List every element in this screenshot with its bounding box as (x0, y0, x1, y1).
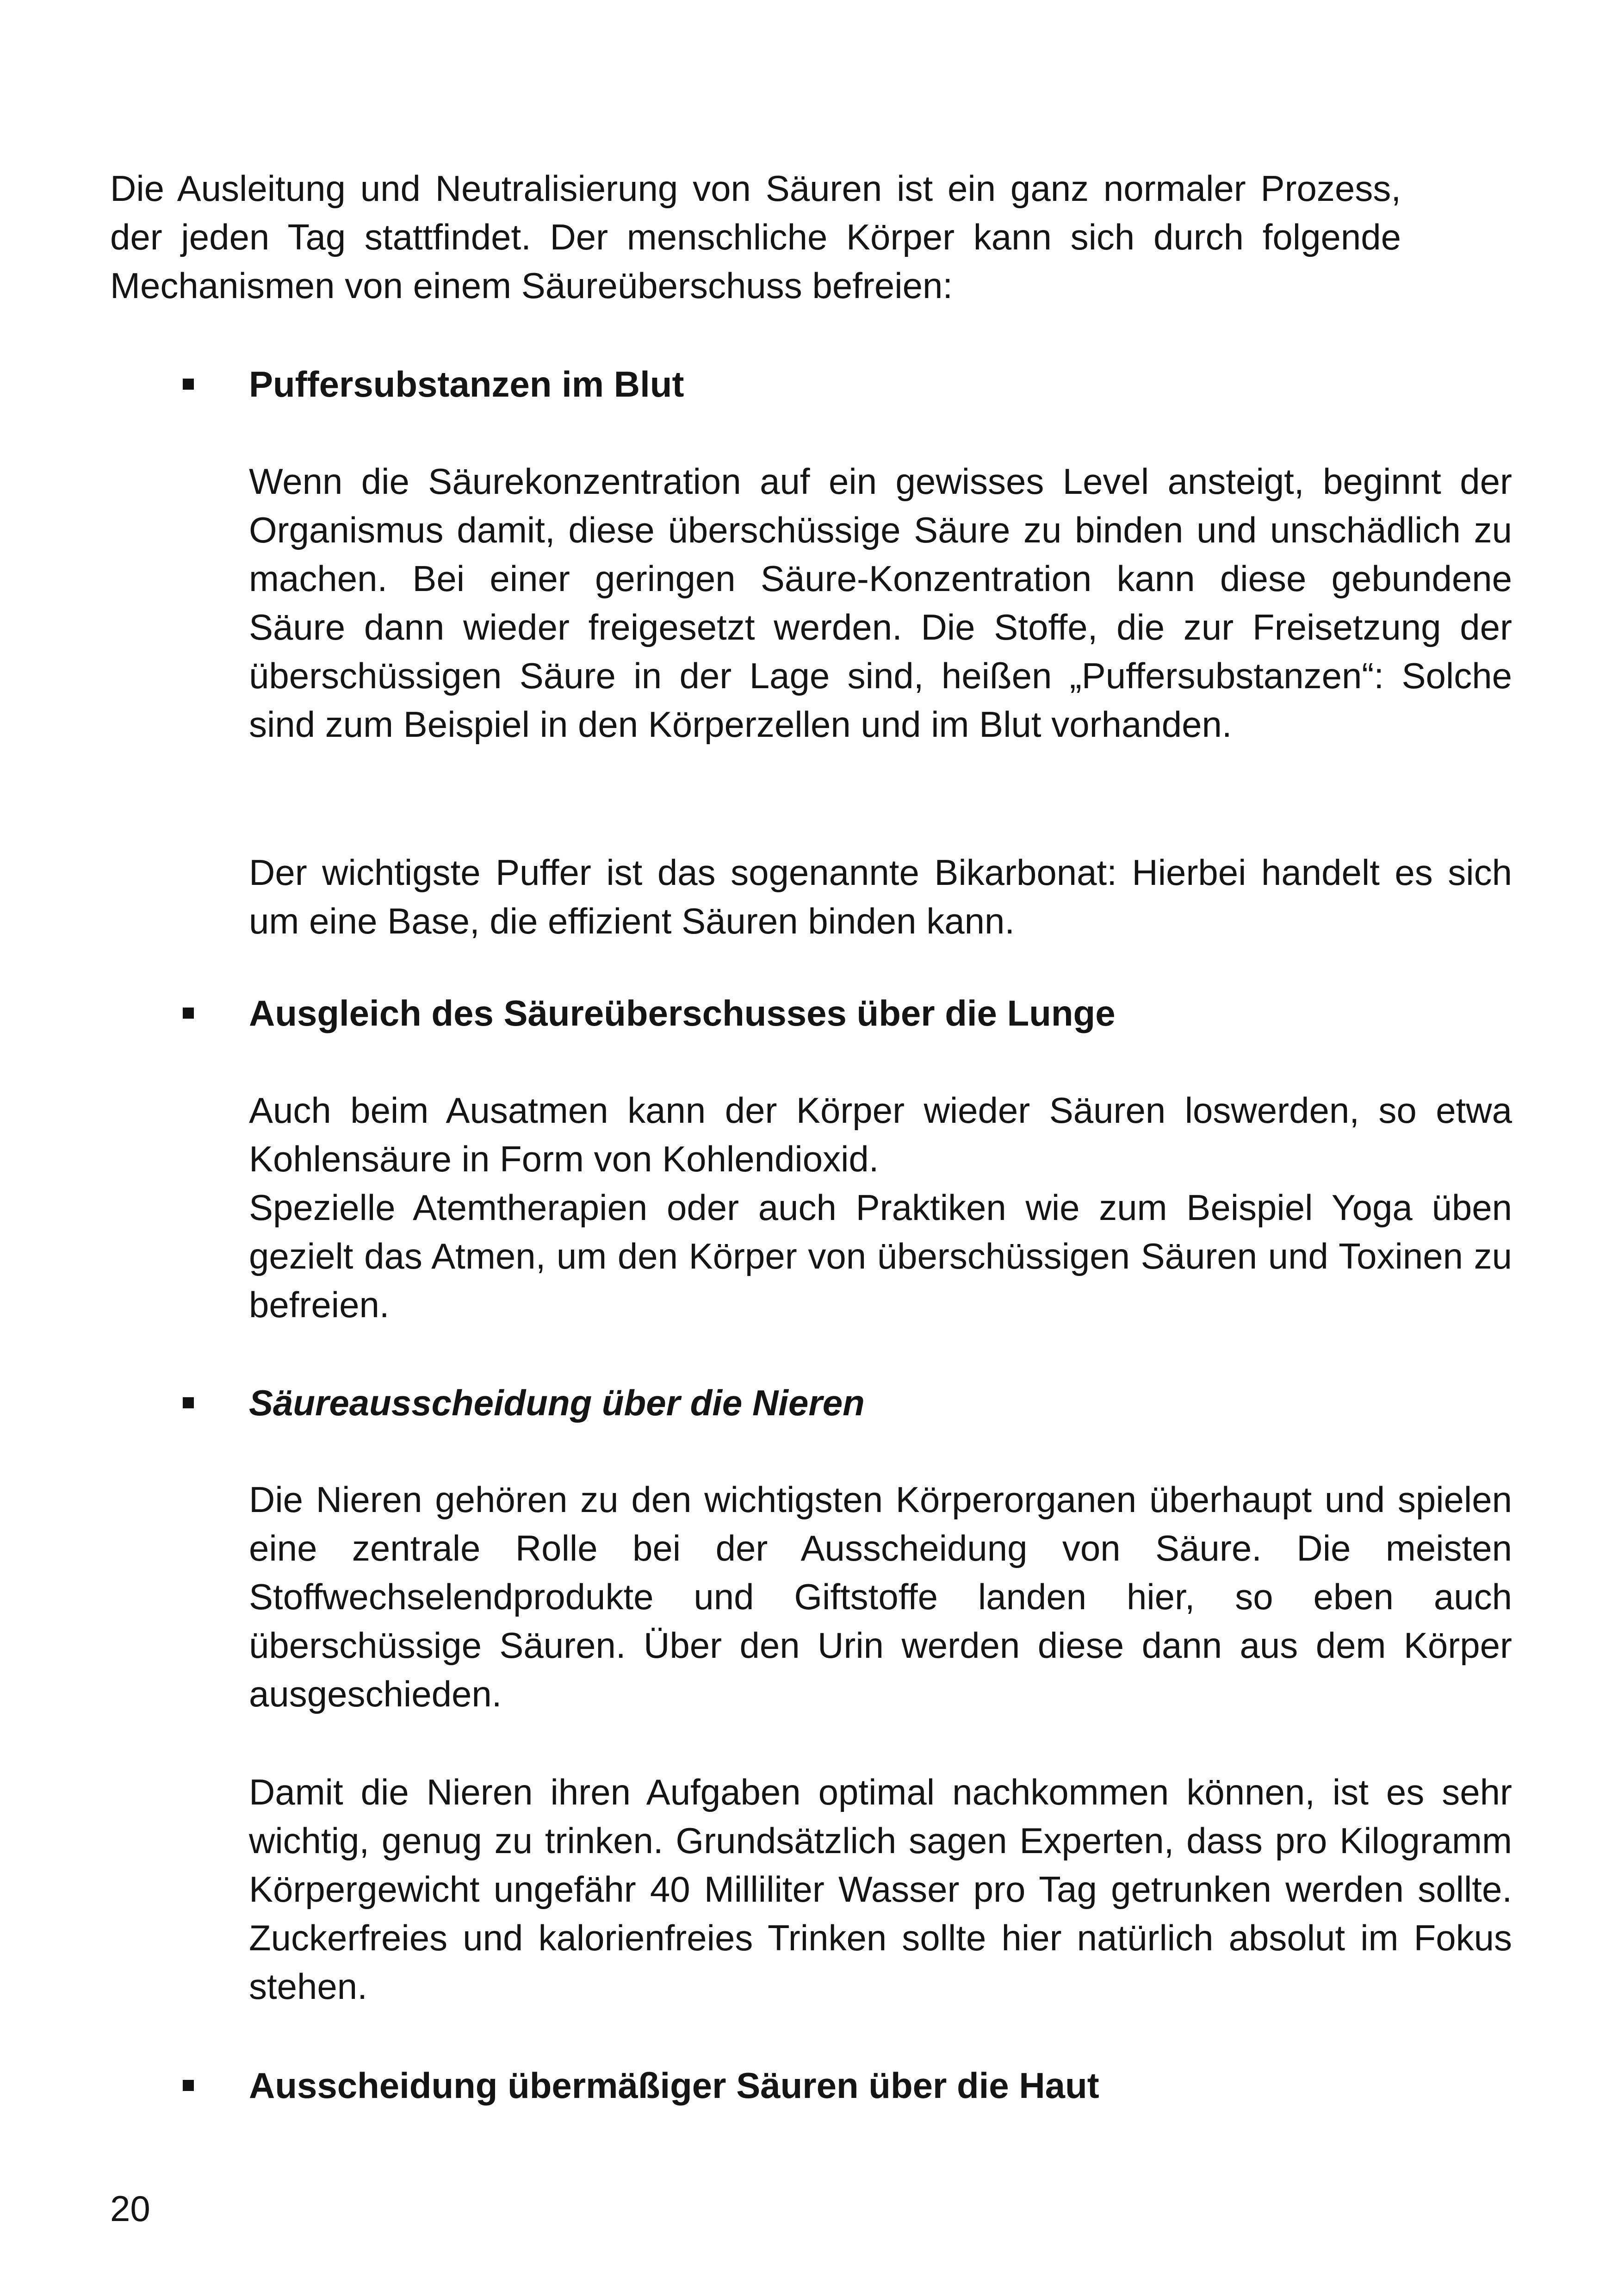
intro-paragraph: Die Ausleitung und Neutralisierung von Säuren ist ein ganz normaler Prozess, der jeden Tag stattfindet. Der menschliche Körper kann sich durch folgende Mechanismen von einem Säureüberschuss befreien: (110, 168, 1401, 306)
section-paragraph: Wenn die Säurekonzentration auf ein gewisses Level ansteigt, beginnt der Organismus damit, diese überschüssige Säure zu binden und unschädlich zu machen. Bei einer geringen Säure-Konzentration kann diese gebundene Säure dann wieder freigesetzt werden. Die Stoffe, die zur Freisetzung der überschüssigen Säure in der Lage sind, heißen „Puffersubstanzen“: Solche sind zum Beispiel in den Körperzellen und im Blut vorhanden. (249, 461, 1512, 745)
section-paragraph: Spezielle Atemtherapien oder auch Praktiken wie zum Beispiel Yoga üben gezielt das Atmen, um den Körper von überschüssigen Säuren und Toxinen zu befreien. (249, 1187, 1512, 1325)
page-number: 20 (110, 2188, 150, 2229)
square-bullet-icon (183, 2080, 194, 2091)
section-paragraph: Der wichtigste Puffer ist das sogenannte Bikarbonat: Hierbei handelt es sich um eine Base, die effizient Säuren binden kann. (249, 852, 1512, 941)
section-heading: Ausscheidung übermäßiger Säuren über die Haut (249, 2065, 1099, 2106)
square-bullet-icon (183, 379, 194, 390)
section-heading: Ausgleich des Säureüberschusses über die Lunge (249, 993, 1116, 1033)
square-bullet-icon (183, 1008, 194, 1019)
section-heading: Puffersubstanzen im Blut (249, 364, 684, 404)
section-paragraph: Auch beim Ausatmen kann der Körper wieder Säuren loswerden, so etwa Kohlensäure in Form von Kohlendioxid. (249, 1090, 1512, 1179)
square-bullet-icon (183, 1397, 194, 1408)
section-heading: Säureausscheidung über die Nieren (249, 1382, 865, 1423)
section-paragraph: Damit die Nieren ihren Aufgaben optimal nachkommen können, ist es sehr wichtig, genug zu trinken. Grundsätzlich sagen Experten, dass pro Kilogramm Körpergewicht ungefähr 40 Milliliter Wasser pro Tag getrunken werden sollte. Zuckerfreies und kalorienfreies Trinken sollte hier natürlich absolut im Fokus stehen. (249, 1772, 1512, 2007)
section-paragraph: Die Nieren gehören zu den wichtigsten Körperorganen überhaupt und spielen eine zentrale Rolle bei der Ausscheidung von Säure. Die meisten Stoffwechselendprodukte und Giftstoffe landen hier, so eben auch überschüssige Säuren. Über den Urin werden diese dann aus dem Körper ausgeschieden. (249, 1479, 1512, 1714)
